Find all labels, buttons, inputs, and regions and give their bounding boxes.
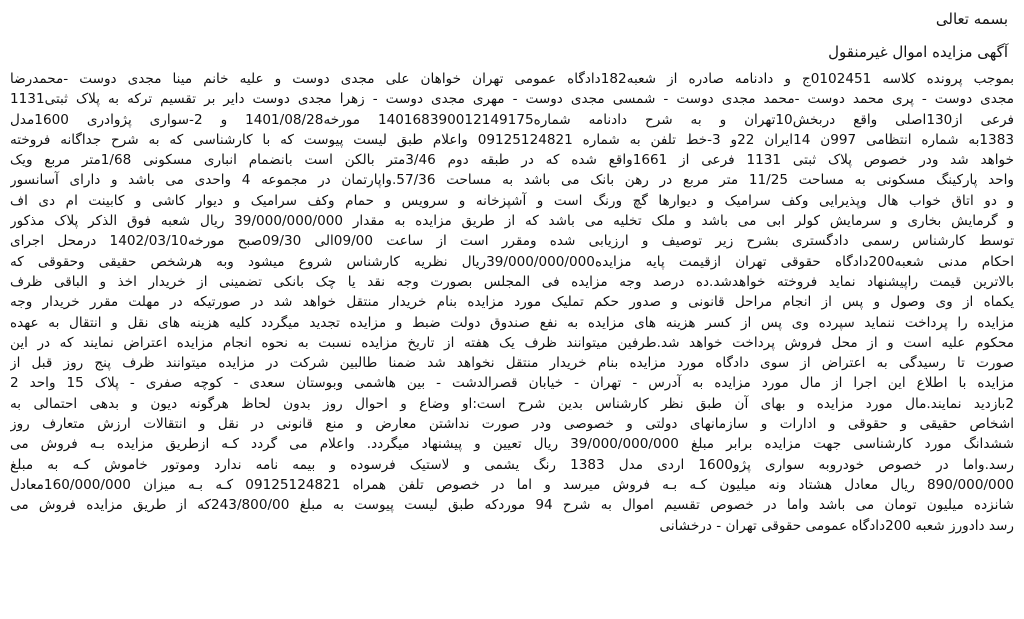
body-line: مزایده با اطلاع این اجرا از مال مورد مزایده به آدرس - تهران - خیابان قصرالدشت - بین هاشمی وبوستان سعدی - کوچه صفری - پلاک 15 واحد 2 (10, 375, 1014, 392)
body-line: توسط کارشناس رسمی دادگستری بشرح زیر توصیف و ارزیابی شده ومقرر است از ساعت 09/00الی 09/30صبح مورخه1402/03/10 درمحل اجرای (10, 233, 1014, 250)
body-line: 890/000/000 ریال معادل هشتاد ونه میلیون کـه بـه فروش میرسد و اما در خصوص تلفن همراه 09125124821 کـه بـه میزان 160/000/000معادل (10, 476, 1014, 493)
body-line: صورت تا رسیدگی به اعتراض از سوی دادگاه مورد مزایده بنام خریدار منتقل نخواهد شد ضمنا طالبین شرکت در مزایده میتوانند ظرف پنج روز قبل از (10, 355, 1014, 372)
body-line: بموجب پرونده کلاسه 0102451ج و دادنامه صادره از شعبه182دادگاه عمومی تهران خواهان علی مجدی دوست و علیه خانم مینا مجدی دوست -محمدرضا (10, 71, 1014, 87)
body-line: و گرمایش بخاری و سرمایش کولر ابی می باشد و ملک تخلیه می باشد که از طریق مزایده به مقدار 39/000/000/000 ریال شعبه فوق الذکر پلاک مذکور (10, 213, 1014, 230)
body-line: 2بازدید نمایند.مال مورد مزایده و بهای آن طبق نظر کارشناس بدین شرح است:او وضاع و احوال روز بدون لحاظ هرگونه دیون و بدهی احتمالی به (10, 395, 1014, 412)
body-line: بالاترین قیمت راپیشنهاد نماید فروخته خواهدشد.ده درصد وجه مزایده فی المجلس بصورت وجه نقد یا چک بانکی تضمینی از خریدار اخذ و الباقی ظرف (10, 273, 1014, 290)
body-line: شانزده میلیون تومان می باشد واما در خصوص تقسیم اموال به شرح 94 موردکه طبق لیست پیوست به مبلغ 243/800/00که از طریق مزایده فروش می (10, 497, 1014, 514)
body-line: مجدی دوست - پری محمد دوست -محمد مجدی دوست - شمسی مجدی دوست - مهری مجدی دوست - زهرا مجدی دوست دایر بر تقسیم ترکه به پلاک ثبتی1131 (10, 91, 1014, 108)
body-line: 1383به شماره انتظامی 997ن 14ایران 22و 3-خط تلفن به شماره 09125124821 واعلام طبق لیست پیوست که با کارشناسی که به شرح جداگانه فروخته (10, 131, 1014, 148)
body-line: یکماه از وی وصول و پس از انجام مراحل قانونی و صدور حکم تملیک مورد مزایده بنام خریدار منتقل خواهد شد در صورتیکه در مهلت مقرر خریدار وجه (10, 294, 1014, 311)
body-line: رسد.واما در خصوص خودروبه سواری پژو1600 اردی مدل 1383 رنگ یشمی و لاستیک فرسوده و بیمه نامه ندارد وموتور خاموش کـه به مبلغ (10, 456, 1014, 473)
invocation-heading: بسمه تعالی (935, 10, 1008, 28)
body-line: و دو اتاق خواب هال وپذیرایی وکف سرامیک و دیوارها گچ ورنگ است و آشپزخانه و سرویس و حمام وکف سرامیک و دیوار کاشی و کابینت ام دی اف (10, 192, 1014, 209)
body-line: خواهد شد ودر خصوص پلاک ثبتی 1131 فرعی از 1661واقع شده که در طبقه دوم 3/46متر بالکن است بانضمام انباری مسکونی 1/68متر مربع ویک (10, 152, 1014, 169)
body-line: احکام مدنی شعبه200دادگاه حقوقی تهران ازقیمت پایه مزایده39/000/000/000ریال نظریه کارشناس شروع میشود وبه هرشخص حقیقی وحقوقی که (10, 253, 1014, 270)
notice-body (10, 69, 1014, 536)
body-line: محکوم علیه است و از محل فروش پرداخت خواهد شد.طرفین میتوانند ظرف یک هفته از تاریخ مزایده نسبت به نحوه انجام مزایده اعتراض نمایند که در این (10, 334, 1014, 351)
body-line: ششدانگ مورد کارشناسی جهت مزایده برابر مبلغ 39/000/000/000 ریال تعیین و پیشنهاد میگردد. واعلام می گردد کـه ازطریق مزایده بـه فروش می (10, 436, 1014, 453)
body-line: واحد پارکینگ مسکونی به مساحت 11/25 متر مربع در رهن بانک می باشد به مساحت 57/36.واپارتمان در مجموعه 4 واحدی می باشد و دارای آسانسور (10, 172, 1014, 189)
notice-title: آگهی مزایده اموال غیرمنقول (828, 43, 1008, 61)
body-line: اشخاص حقیقی و حقوقی و ادارات و سازمانهای دولتی و خصوصی ودر صورت نداشتن معارض و منع قانونی در نقل و انتقالات ارزش متعارف روز (10, 416, 1014, 433)
body-line: رسد دادورز شعبه 200دادگاه عمومی حقوقی تهران - درخشانی (659, 517, 1014, 534)
body-line: فرعی از130اصلی واقع دربخش10تهران و به شرح دادنامه شماره140168390012149175 مورخه1401/08/28 و 2-سواری پژوادری 1600مدل (10, 111, 1014, 128)
body-line: مزایده را پرداخت ننماید سپرده وی پس از کسر هزینه های مزایده به نفع صندوق دولت ضبط و مزایده تجدید میگردد کلیه هزینه های نقل و انتقال به عهده (10, 314, 1014, 331)
